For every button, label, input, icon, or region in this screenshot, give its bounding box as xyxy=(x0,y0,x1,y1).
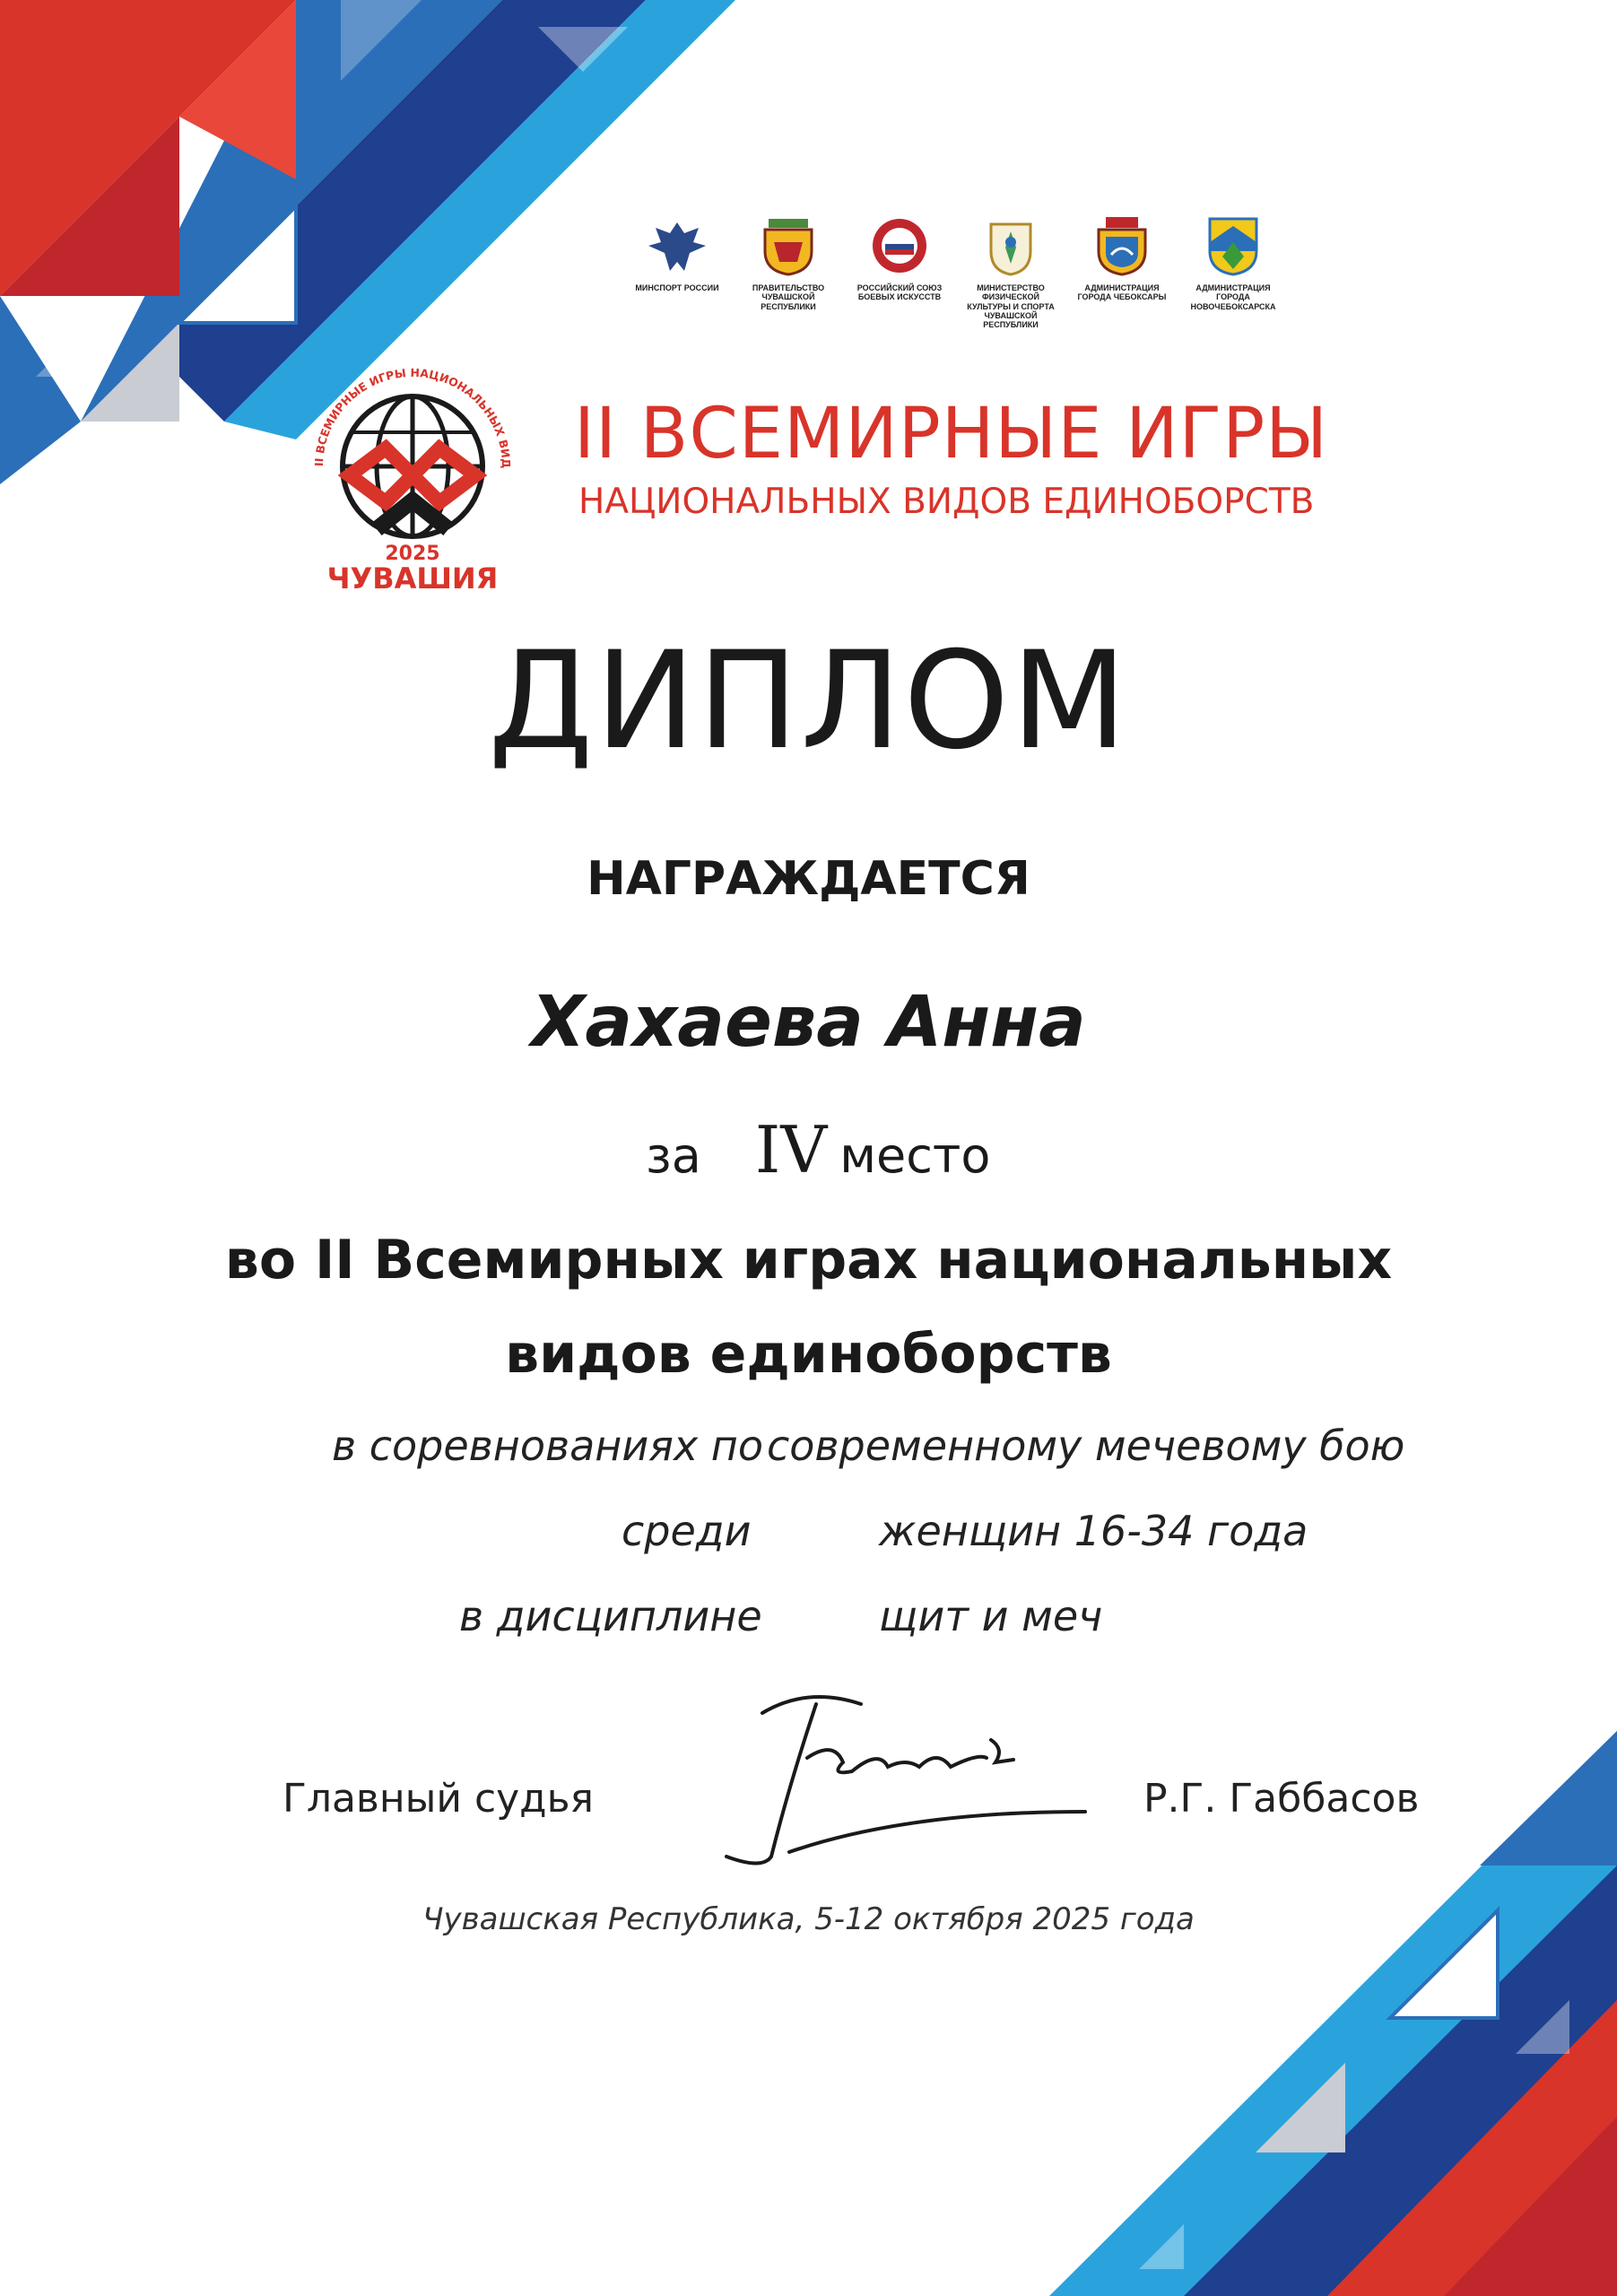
city-shield-icon xyxy=(1197,215,1269,278)
signer-name: Р.Г. Габбасов xyxy=(1143,1776,1420,1822)
recipient-name: Хахаева Анна xyxy=(531,982,1086,1063)
logo-cheboksary: АДМИНИСТРАЦИЯ ГОРОДА ЧЕБОКСАРЫ xyxy=(1073,215,1171,350)
event-line-2: видов единоборств xyxy=(505,1323,1112,1386)
city-shield-icon xyxy=(1086,215,1158,278)
competition-label: в соревнованиях по xyxy=(332,1422,764,1470)
logo-minsport: МИНСПОРТ РОССИИ xyxy=(628,215,726,350)
games-subtitle: НАЦИОНАЛЬНЫХ ВИДОВ ЕДИНОБОРСТВ xyxy=(578,482,1315,522)
ministry-emblem-icon xyxy=(975,215,1047,278)
signer-role: Главный судья xyxy=(283,1776,594,1822)
emblem-ring-text: II ВСЕМИРНЫЕ ИГРЫ НАЦИОНАЛЬНЫХ ВИД xyxy=(311,365,514,469)
emblem-year: 2025 xyxy=(385,543,440,565)
logo-sports-ministry: МИНИСТЕРСТВО ФИЗИЧЕСКОЙ КУЛЬТУРЫ И СПОРТА ЧУВАШСКОЙ РЕСПУБЛИКИ xyxy=(961,215,1060,350)
diploma-title: ДИПЛОМ xyxy=(488,623,1129,779)
sponsor-logos xyxy=(628,215,1282,350)
logo-novocheboksarsk: АДМИНИСТРАЦИЯ ГОРОДА НОВОЧЕБОКСАРСКА xyxy=(1184,215,1282,350)
games-emblem xyxy=(296,350,529,610)
place-value: IV xyxy=(754,1112,828,1187)
signature-mark xyxy=(709,1677,1112,1883)
discipline-label: в дисциплине xyxy=(459,1592,762,1640)
place-prefix: за xyxy=(646,1127,701,1184)
games-title: II ВСЕМИРНЫЕ ИГРЫ xyxy=(574,394,1329,474)
footer-place-date: Чувашская Республика, 5-12 октября 2025 года xyxy=(422,1901,1195,1937)
globe-emblem-icon xyxy=(296,350,529,610)
union-emblem-icon xyxy=(864,215,935,278)
coat-of-arms-icon xyxy=(752,215,824,278)
place-suffix: место xyxy=(839,1127,991,1184)
place-line xyxy=(646,1112,990,1187)
eagle-icon xyxy=(641,215,713,278)
logo-martial-arts-union: РОССИЙСКИЙ СОЮЗ БОЕВЫХ ИСКУССТВ xyxy=(850,215,949,350)
awarded-label: НАГРАЖДАЕТСЯ xyxy=(587,852,1030,906)
group-value: женщин 16-34 года xyxy=(879,1507,1308,1555)
discipline-value: щит и меч xyxy=(879,1592,1103,1640)
competition-value: современному мечевому бою xyxy=(767,1422,1405,1470)
event-line-1: во II Всемирных играх национальных xyxy=(224,1229,1393,1292)
emblem-region: ЧУВАШИЯ xyxy=(326,561,499,596)
group-label: среди xyxy=(622,1507,752,1555)
logo-chuvash-government: ПРАВИТЕЛЬСТВО ЧУВАШСКОЙ РЕСПУБЛИКИ xyxy=(739,215,838,350)
